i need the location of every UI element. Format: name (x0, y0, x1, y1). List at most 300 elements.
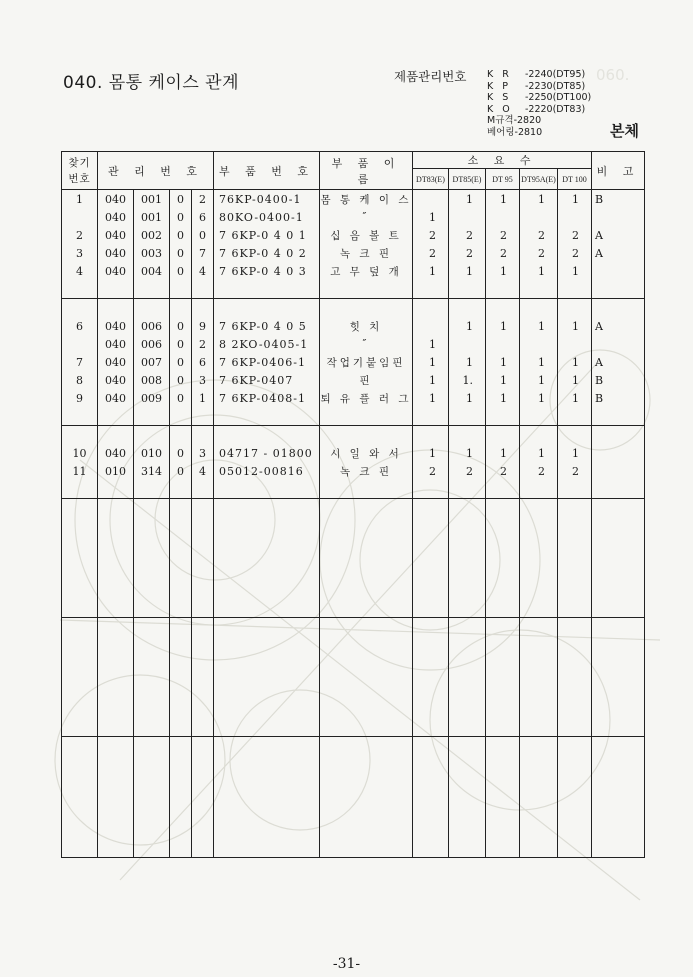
empty-cell (320, 299, 413, 318)
mgmt-no-cell: 009 (134, 389, 170, 407)
product-code-key: K S (487, 92, 512, 104)
product-code-key: K R (487, 69, 512, 80)
qty-cell: 1 (558, 444, 592, 462)
mgmt-no-cell: 3 (192, 444, 214, 462)
find-no-cell: 7 (62, 353, 98, 371)
empty-cell (62, 737, 98, 858)
remark-cell (592, 208, 645, 226)
qty-cell: 2 (449, 226, 486, 244)
mgmt-no-cell: 040 (98, 371, 134, 389)
empty-cell (170, 618, 192, 737)
header-remark: 비 고 (592, 152, 645, 190)
empty-cell (592, 426, 645, 445)
empty-cell (413, 480, 449, 499)
empty-cell (520, 299, 558, 318)
empty-cell (320, 280, 413, 299)
main-body-label: 본체 (610, 122, 639, 140)
empty-cell (170, 280, 192, 299)
product-code-value: -2240(DT95) (525, 69, 586, 80)
part-no-cell: 7 6KP-0 4 0 1 (214, 226, 320, 244)
empty-cell (98, 499, 134, 618)
qty-cell (558, 208, 592, 226)
empty-cell (413, 280, 449, 299)
mgmt-no-cell: 0 (170, 462, 192, 480)
qty-cell: 1 (449, 389, 486, 407)
empty-cell (134, 618, 170, 737)
empty-cell (214, 299, 320, 318)
qty-cell (486, 335, 520, 353)
empty-cell (413, 407, 449, 426)
part-name-cell: 녹 크 핀 (320, 462, 413, 480)
part-no-cell: 05012-00816 (214, 462, 320, 480)
find-no-cell: 6 (62, 317, 98, 335)
qty-cell: 1 (449, 262, 486, 280)
product-code-row (487, 115, 591, 127)
empty-cell (98, 480, 134, 499)
mgmt-no-cell: 6 (192, 208, 214, 226)
remark-cell: A (592, 244, 645, 262)
mgmt-no-cell: 006 (134, 317, 170, 335)
qty-cell: 1 (520, 444, 558, 462)
empty-cell (192, 737, 214, 858)
group-separator (62, 280, 645, 299)
empty-cell (449, 499, 486, 618)
qty-cell: 1 (413, 389, 449, 407)
part-name-cell: 작업기붙임핀 (320, 353, 413, 371)
empty-cell (558, 426, 592, 445)
empty-block-row (62, 737, 645, 858)
part-no-cell: 7 6KP-0 4 0 2 (214, 244, 320, 262)
qty-cell (449, 335, 486, 353)
remark-cell (592, 262, 645, 280)
empty-cell (170, 407, 192, 426)
empty-cell (520, 499, 558, 618)
qty-cell: 2 (520, 226, 558, 244)
remark-cell: B (592, 371, 645, 389)
remark-cell (592, 444, 645, 462)
mgmt-no-cell: 040 (98, 208, 134, 226)
empty-cell (592, 299, 645, 318)
qty-cell: 1 (449, 190, 486, 209)
qty-cell: 2 (449, 462, 486, 480)
find-no-cell: 10 (62, 444, 98, 462)
empty-cell (134, 737, 170, 858)
find-no-cell: 8 (62, 371, 98, 389)
mgmt-no-cell: 0 (170, 335, 192, 353)
product-no-label: 제품관리번호 (394, 69, 467, 84)
mgmt-no-cell: 006 (134, 335, 170, 353)
qty-cell: 1 (413, 353, 449, 371)
mgmt-no-cell: 040 (98, 444, 134, 462)
empty-cell (62, 618, 98, 737)
qty-cell: 1 (486, 262, 520, 280)
qty-cell: 1 (520, 190, 558, 209)
part-name-cell: 몸 통 케 이 스 (320, 190, 413, 209)
empty-cell (98, 299, 134, 318)
empty-cell (134, 407, 170, 426)
part-name-cell: 핀 (320, 371, 413, 389)
product-code-row (487, 69, 591, 81)
mgmt-no-cell: 001 (134, 208, 170, 226)
remark-cell: A (592, 317, 645, 335)
mgmt-no-cell: 040 (98, 262, 134, 280)
table-row (62, 353, 645, 371)
qty-cell: 2 (413, 244, 449, 262)
find-no-cell: 4 (62, 262, 98, 280)
product-code-row (487, 92, 591, 104)
qty-cell: 1 (486, 389, 520, 407)
qty-cell: 1 (413, 335, 449, 353)
qty-cell: 2 (486, 244, 520, 262)
part-name-cell: 고 무 덮 개 (320, 262, 413, 280)
remark-cell (592, 462, 645, 480)
product-code-row (487, 104, 591, 116)
qty-cell: 2 (486, 226, 520, 244)
qty-cell (520, 208, 558, 226)
part-no-cell: 7 6KP-0408-1 (214, 389, 320, 407)
table-row (62, 317, 645, 335)
group-spacer (62, 299, 645, 318)
empty-cell (214, 499, 320, 618)
table-row (62, 389, 645, 407)
watermark-text: 060. (596, 66, 630, 84)
empty-cell (62, 299, 98, 318)
qty-cell: 1 (413, 371, 449, 389)
qty-cell (520, 335, 558, 353)
empty-cell (170, 499, 192, 618)
mgmt-no-cell: 010 (98, 462, 134, 480)
qty-cell (449, 208, 486, 226)
empty-cell (486, 407, 520, 426)
qty-cell: 2 (520, 462, 558, 480)
qty-cell: 1 (558, 262, 592, 280)
empty-cell (192, 618, 214, 737)
qty-cell: 1 (520, 371, 558, 389)
empty-cell (449, 280, 486, 299)
qty-cell: 1 (558, 389, 592, 407)
empty-cell (62, 426, 98, 445)
parts-table (61, 151, 645, 858)
empty-cell (413, 426, 449, 445)
empty-cell (520, 480, 558, 499)
mgmt-no-cell: 0 (170, 353, 192, 371)
table-row (62, 244, 645, 262)
mgmt-no-cell: 040 (98, 353, 134, 371)
product-code-value: -2820 (513, 115, 542, 127)
qty-cell: 2 (413, 226, 449, 244)
empty-cell (592, 618, 645, 737)
empty-cell (486, 499, 520, 618)
mgmt-no-cell: 040 (98, 317, 134, 335)
part-no-cell: 7 6KP-0 4 0 5 (214, 317, 320, 335)
empty-cell (134, 499, 170, 618)
empty-cell (520, 407, 558, 426)
empty-cell (192, 299, 214, 318)
product-code-key: K P (487, 80, 511, 92)
part-name-cell: 십 음 볼 트 (320, 226, 413, 244)
empty-cell (320, 618, 413, 737)
mgmt-no-cell: 2 (192, 190, 214, 209)
table-row (62, 208, 645, 226)
mgmt-no-cell: 0 (170, 389, 192, 407)
qty-cell: 1 (449, 353, 486, 371)
empty-cell (413, 499, 449, 618)
empty-cell (558, 280, 592, 299)
group-spacer (62, 426, 645, 445)
empty-cell (98, 737, 134, 858)
empty-cell (449, 737, 486, 858)
model-header: DT95A(E) (520, 169, 558, 190)
empty-cell (486, 280, 520, 299)
empty-cell (214, 737, 320, 858)
mgmt-no-cell: 0 (170, 262, 192, 280)
product-codes (487, 69, 591, 139)
qty-cell: 2 (449, 244, 486, 262)
page-number: -31- (332, 956, 361, 972)
product-code-key: M규격 (487, 115, 514, 127)
product-code-value: -2230(DT85) (525, 80, 586, 92)
empty-cell (486, 480, 520, 499)
part-name-cell: 녹 크 핀 (320, 244, 413, 262)
empty-cell (214, 407, 320, 426)
mgmt-no-cell: 008 (134, 371, 170, 389)
qty-cell: 1 (413, 208, 449, 226)
qty-cell: 2 (558, 244, 592, 262)
table-row (62, 190, 645, 209)
empty-block-row (62, 499, 645, 618)
qty-cell: 2 (486, 462, 520, 480)
qty-cell: 1 (520, 389, 558, 407)
empty-cell (449, 618, 486, 737)
mgmt-no-cell: 040 (98, 244, 134, 262)
mgmt-no-cell: 0 (170, 190, 192, 209)
remark-cell: A (592, 353, 645, 371)
mgmt-no-cell: 040 (98, 389, 134, 407)
mgmt-no-cell: 0 (170, 371, 192, 389)
qty-cell: 1. (449, 371, 486, 389)
empty-cell (192, 280, 214, 299)
find-no-cell (62, 208, 98, 226)
qty-cell: 1 (558, 190, 592, 209)
table-row (62, 226, 645, 244)
empty-cell (413, 299, 449, 318)
empty-cell (98, 280, 134, 299)
product-code-value: -2220(DT83) (525, 103, 586, 115)
empty-cell (214, 280, 320, 299)
empty-cell (320, 480, 413, 499)
mgmt-no-cell: 9 (192, 317, 214, 335)
empty-cell (170, 426, 192, 445)
empty-cell (558, 407, 592, 426)
find-no-cell: 3 (62, 244, 98, 262)
mgmt-no-cell: 004 (134, 262, 170, 280)
empty-cell (320, 499, 413, 618)
mgmt-no-cell: 040 (98, 335, 134, 353)
header-qty: 소 요 수 (413, 152, 592, 169)
part-no-cell: 7 6KP-0 4 0 3 (214, 262, 320, 280)
header-part-name: 부 품 이 름 (320, 152, 413, 190)
remark-cell: A (592, 226, 645, 244)
empty-cell (486, 618, 520, 737)
empty-cell (62, 407, 98, 426)
mgmt-no-cell: 0 (170, 244, 192, 262)
empty-cell (62, 499, 98, 618)
empty-cell (413, 737, 449, 858)
qty-cell (413, 190, 449, 209)
table-row (62, 335, 645, 353)
empty-cell (170, 299, 192, 318)
header-mgmt-no: 관 리 번 호 (98, 152, 214, 190)
qty-cell: 1 (449, 317, 486, 335)
mgmt-no-cell: 002 (134, 226, 170, 244)
product-code-key: 베어링 (487, 126, 515, 138)
empty-cell (62, 480, 98, 499)
model-header: DT 95 (486, 169, 520, 190)
product-code-value: -2250(DT100) (525, 92, 592, 104)
qty-cell: 1 (486, 444, 520, 462)
empty-cell (520, 618, 558, 737)
empty-cell (520, 426, 558, 445)
part-name-cell: 퇴 유 플 러 그 (320, 389, 413, 407)
mgmt-no-cell: 6 (192, 353, 214, 371)
qty-cell: 1 (486, 190, 520, 209)
empty-cell (449, 480, 486, 499)
empty-cell (486, 426, 520, 445)
product-code-row (487, 127, 591, 139)
empty-cell (558, 480, 592, 499)
empty-block-row (62, 618, 645, 737)
qty-cell: 1 (558, 371, 592, 389)
mgmt-no-cell: 003 (134, 244, 170, 262)
qty-cell (558, 335, 592, 353)
qty-cell: 1 (413, 444, 449, 462)
part-no-cell: 7 6KP-0407 (214, 371, 320, 389)
part-name-cell: ″ (320, 208, 413, 226)
part-no-cell: 04717 - 01800 (214, 444, 320, 462)
part-name-cell: ″ (320, 335, 413, 353)
qty-cell: 1 (486, 353, 520, 371)
empty-cell (134, 299, 170, 318)
qty-cell: 2 (558, 462, 592, 480)
group-separator (62, 407, 645, 426)
empty-cell (170, 737, 192, 858)
qty-cell (486, 208, 520, 226)
empty-cell (592, 407, 645, 426)
model-header: DT 100 (558, 169, 592, 190)
empty-cell (449, 407, 486, 426)
empty-cell (558, 737, 592, 858)
empty-cell (558, 499, 592, 618)
qty-cell: 2 (413, 462, 449, 480)
parts-table-body (62, 190, 645, 858)
table-row (62, 371, 645, 389)
empty-cell (320, 426, 413, 445)
empty-cell (486, 737, 520, 858)
qty-cell: 1 (558, 353, 592, 371)
mgmt-no-cell: 0 (170, 317, 192, 335)
group-separator (62, 480, 645, 499)
empty-cell (214, 426, 320, 445)
mgmt-no-cell: 040 (98, 190, 134, 209)
empty-cell (134, 280, 170, 299)
mgmt-no-cell: 1 (192, 389, 214, 407)
product-code-key: K O (487, 103, 513, 115)
part-no-cell: 7 6KP-0406-1 (214, 353, 320, 371)
empty-cell (592, 280, 645, 299)
find-no-cell (62, 335, 98, 353)
qty-cell: 1 (413, 262, 449, 280)
empty-cell (520, 280, 558, 299)
part-name-cell: 시 일 와 서 (320, 444, 413, 462)
mgmt-no-cell: 0 (170, 226, 192, 244)
table-row (62, 444, 645, 462)
mgmt-no-cell: 7 (192, 244, 214, 262)
empty-cell (558, 299, 592, 318)
qty-cell: 1 (449, 444, 486, 462)
find-no-cell: 11 (62, 462, 98, 480)
mgmt-no-cell: 2 (192, 335, 214, 353)
empty-cell (98, 407, 134, 426)
empty-cell (413, 618, 449, 737)
qty-cell (413, 317, 449, 335)
table-row (62, 262, 645, 280)
empty-cell (520, 737, 558, 858)
empty-cell (192, 426, 214, 445)
model-header: DT83(E) (413, 169, 449, 190)
empty-cell (449, 426, 486, 445)
mgmt-no-cell: 314 (134, 462, 170, 480)
table-row (62, 462, 645, 480)
remark-cell (592, 335, 645, 353)
empty-cell (558, 618, 592, 737)
mgmt-no-cell: 4 (192, 462, 214, 480)
empty-cell (192, 407, 214, 426)
mgmt-no-cell: 040 (98, 226, 134, 244)
empty-cell (170, 480, 192, 499)
qty-cell: 1 (520, 317, 558, 335)
part-name-cell: 힛 치 (320, 317, 413, 335)
mgmt-no-cell: 4 (192, 262, 214, 280)
remark-cell: B (592, 389, 645, 407)
empty-cell (320, 407, 413, 426)
empty-cell (192, 499, 214, 618)
find-no-cell: 9 (62, 389, 98, 407)
header-part-no: 부 품 번 호 (214, 152, 320, 190)
part-no-cell: 76KP-0400-1 (214, 190, 320, 209)
qty-cell: 1 (520, 353, 558, 371)
qty-cell: 1 (520, 262, 558, 280)
mgmt-no-cell: 001 (134, 190, 170, 209)
empty-cell (134, 426, 170, 445)
find-no-cell: 1 (62, 190, 98, 209)
mgmt-no-cell: 0 (170, 208, 192, 226)
mgmt-no-cell: 3 (192, 371, 214, 389)
empty-cell (62, 280, 98, 299)
empty-cell (592, 480, 645, 499)
empty-cell (320, 737, 413, 858)
empty-cell (134, 480, 170, 499)
part-no-cell: 80KO-0400-1 (214, 208, 320, 226)
empty-cell (592, 499, 645, 618)
page-title: 040. 몸통 케이스 관계 (63, 73, 240, 93)
header-row (62, 152, 645, 169)
qty-cell: 1 (486, 317, 520, 335)
mgmt-no-cell: 010 (134, 444, 170, 462)
qty-cell: 1 (558, 317, 592, 335)
empty-cell (214, 618, 320, 737)
mgmt-no-cell: 0 (192, 226, 214, 244)
model-header: DT85(E) (449, 169, 486, 190)
